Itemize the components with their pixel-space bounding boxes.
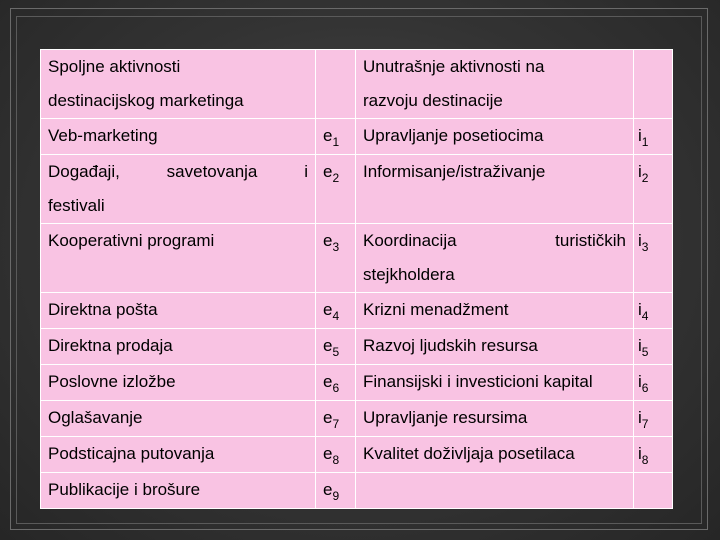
- internal-code: $i_4$: [634, 293, 673, 329]
- table-row: [41, 224, 673, 293]
- header-external: [41, 50, 316, 119]
- table-row: [41, 119, 673, 155]
- table-row: [41, 293, 673, 329]
- internal-code: $i_2$: [634, 155, 673, 224]
- internal-code: $i_1$: [634, 119, 673, 155]
- internal-activity: Krizni menadžment: [356, 293, 634, 329]
- external-activity: Direktna prodaja: [41, 329, 316, 365]
- header-internal: [356, 50, 634, 119]
- internal-activity: Upravljanje resursima: [356, 401, 634, 437]
- table-row: [41, 401, 673, 437]
- table-row: [41, 155, 673, 224]
- internal-activity: Razvoj ljudskih resursa: [356, 329, 634, 365]
- internal-code: $i_6$: [634, 365, 673, 401]
- table-row: [41, 437, 673, 473]
- external-code: $e_5$: [316, 329, 356, 365]
- internal-activity: Upravljanje posetiocima: [356, 119, 634, 155]
- external-activity: [41, 155, 316, 224]
- header-internal-line2: razvoju destinacije: [363, 91, 503, 110]
- header-index-empty: [634, 50, 673, 119]
- external-activity: Direktna pošta: [41, 293, 316, 329]
- external-activity: Poslovne izložbe: [41, 365, 316, 401]
- external-activity-line2: festivali: [48, 196, 105, 215]
- external-code: $e_7$: [316, 401, 356, 437]
- external-code: $e_6$: [316, 365, 356, 401]
- internal-activity: Informisanje/istraživanje: [356, 155, 634, 224]
- internal-activity: Finansijski i investicioni kapital: [356, 365, 634, 401]
- external-code: $e_9$: [316, 473, 356, 509]
- internal-code: $i_3$: [634, 224, 673, 293]
- internal-code: [634, 473, 673, 509]
- external-code: $e_4$: [316, 293, 356, 329]
- external-activity: Kooperativni programi: [41, 224, 316, 293]
- header-internal-line1: Unutrašnje aktivnosti na: [363, 57, 545, 76]
- table-row: [41, 329, 673, 365]
- external-code: $e_8$: [316, 437, 356, 473]
- external-activity: Veb-marketing: [41, 119, 316, 155]
- internal-code: $i_7$: [634, 401, 673, 437]
- external-activity-line1: Događaji, savetovanja i: [48, 162, 308, 181]
- external-activity: Oglašavanje: [41, 401, 316, 437]
- external-code: $e_1$: [316, 119, 356, 155]
- internal-activity: [356, 473, 634, 509]
- internal-activity-line1: Koordinacija turističkih: [363, 231, 626, 250]
- header-code-empty: [316, 50, 356, 119]
- external-code: $e_2$: [316, 155, 356, 224]
- external-code: $e_3$: [316, 224, 356, 293]
- header-external-line2: destinacijskog marketinga: [48, 91, 244, 110]
- header-row: [41, 50, 673, 119]
- activities-table: [40, 49, 673, 509]
- external-activity: Podsticajna putovanja: [41, 437, 316, 473]
- internal-activity: Kvalitet doživljaja posetilaca: [356, 437, 634, 473]
- external-activity: Publikacije i brošure: [41, 473, 316, 509]
- table-row: [41, 473, 673, 509]
- internal-code: $i_5$: [634, 329, 673, 365]
- table-row: [41, 365, 673, 401]
- internal-activity-line2: stejkholdera: [363, 265, 455, 284]
- header-external-line1: Spoljne aktivnosti: [48, 57, 181, 76]
- internal-code: $i_8$: [634, 437, 673, 473]
- internal-activity: [356, 224, 634, 293]
